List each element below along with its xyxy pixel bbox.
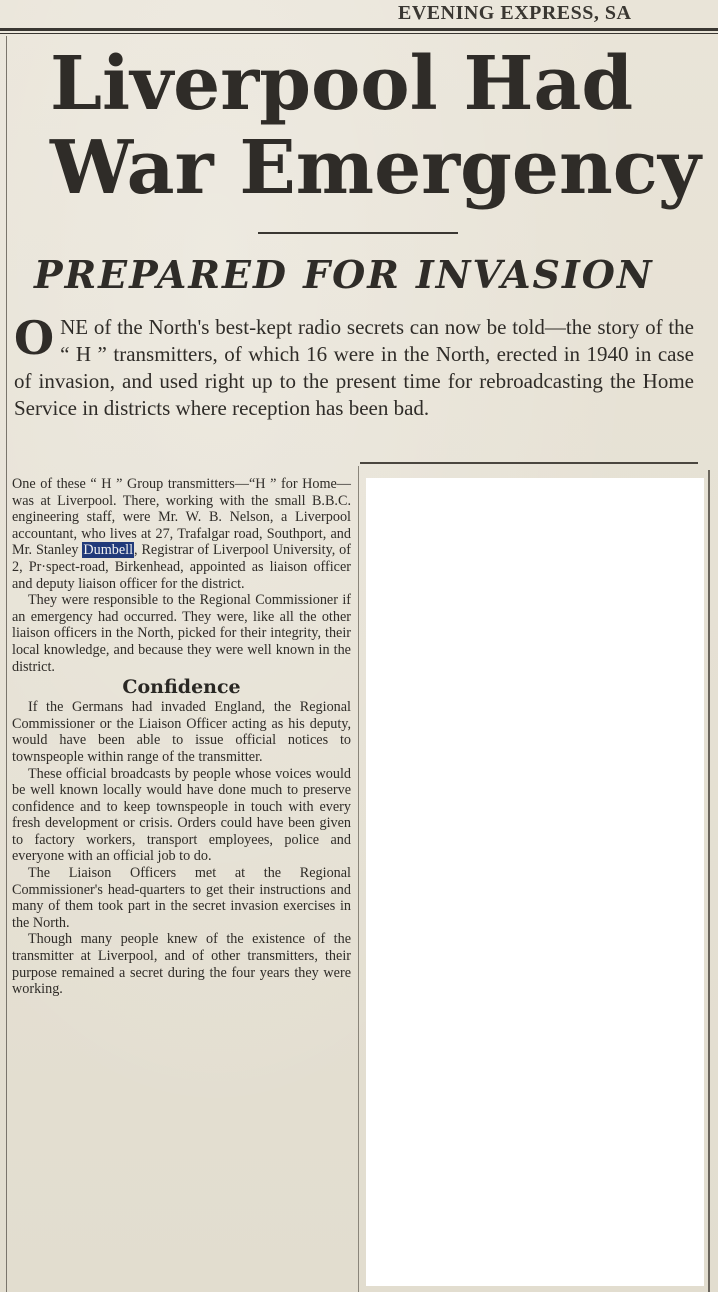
headline-divider: [258, 232, 458, 234]
right-column-edge: [708, 470, 710, 1292]
article-paragraph-2: They were responsible to the Regional Commissioner if an emergency had occurred. They were, like all the other liaison officers in the North, picked for their integrity, their local knowledge, and because they were well known in the district.: [12, 592, 351, 675]
article-paragraph-6: Though many people knew of the existence of the transmitter at Liverpool, and of other transmitters, their purpose remained a secret during the four years they were working.: [12, 931, 351, 998]
highlighted-word[interactable]: Dumbell: [83, 542, 134, 559]
masthead-rule: [0, 28, 718, 31]
headline: [50, 42, 718, 210]
paragraph-1-text-a: One of these “ H ” Group transmitters—“H ” for Home—was at Liverpool. There, working with the small B.B.C. engineering staff, were Mr. W. B. Nelson, a Liverpool accountant, who lives at 27, Trafalgar road, Southport, and Mr. Stanley: [12, 476, 351, 559]
masthead-rule-thin: [0, 33, 718, 34]
redacted-area: [366, 478, 704, 1286]
subheadline: PREPARED FOR INVASION: [34, 252, 654, 297]
lead-paragraph: [14, 311, 694, 422]
article-paragraph-5: The Liaison Officers met at the Regional Commissioner's head-quarters to get their instructions and many of them took part in the secret invasion exercises in the North.: [12, 865, 351, 931]
article-paragraph-1: [12, 476, 351, 592]
paragraph-1-text-b: , Registrar of Liverpool University, of 2, Pr·spect-road, Birkenhead, appointed as liaison officer and deputy liaison officer for the district.: [12, 542, 351, 592]
section-heading: Confidence: [122, 676, 241, 699]
article-column: [12, 476, 351, 998]
article-paragraph-4: These official broadcasts by people whose voices would be well known locally would have done much to preserve confidence and to keep townspeople in touch with every fresh development or crisis. Orders could have been given to factory workers, transport employees, police and everyone with an official job to do.: [12, 765, 351, 865]
drop-cap: O: [14, 311, 55, 365]
lead-text: NE of the North's best-kept radio secrets can now be told—the story of the “ H ” transmitters, of which 16 were in the North, erected in 1940 in case of invasion, and used right up to the present time for rebroadcasting the Home Service in districts where reception has been bad.: [14, 315, 694, 420]
article-paragraph-3: If the Germans had invaded England, the Regional Commissioner or the Liaison Officer acting as his deputy, would have been able to issue official notices to townspeople within range of the transmitter.: [12, 699, 351, 765]
headline-line-1: Liverpool Had: [50, 41, 634, 127]
page-left-rule: [6, 36, 7, 1292]
lead-divider: [360, 462, 698, 464]
masthead: EVENING EXPRESS, SA: [398, 2, 632, 24]
column-divider: [358, 466, 359, 1292]
headline-line-2: War Emergency: [50, 125, 701, 211]
